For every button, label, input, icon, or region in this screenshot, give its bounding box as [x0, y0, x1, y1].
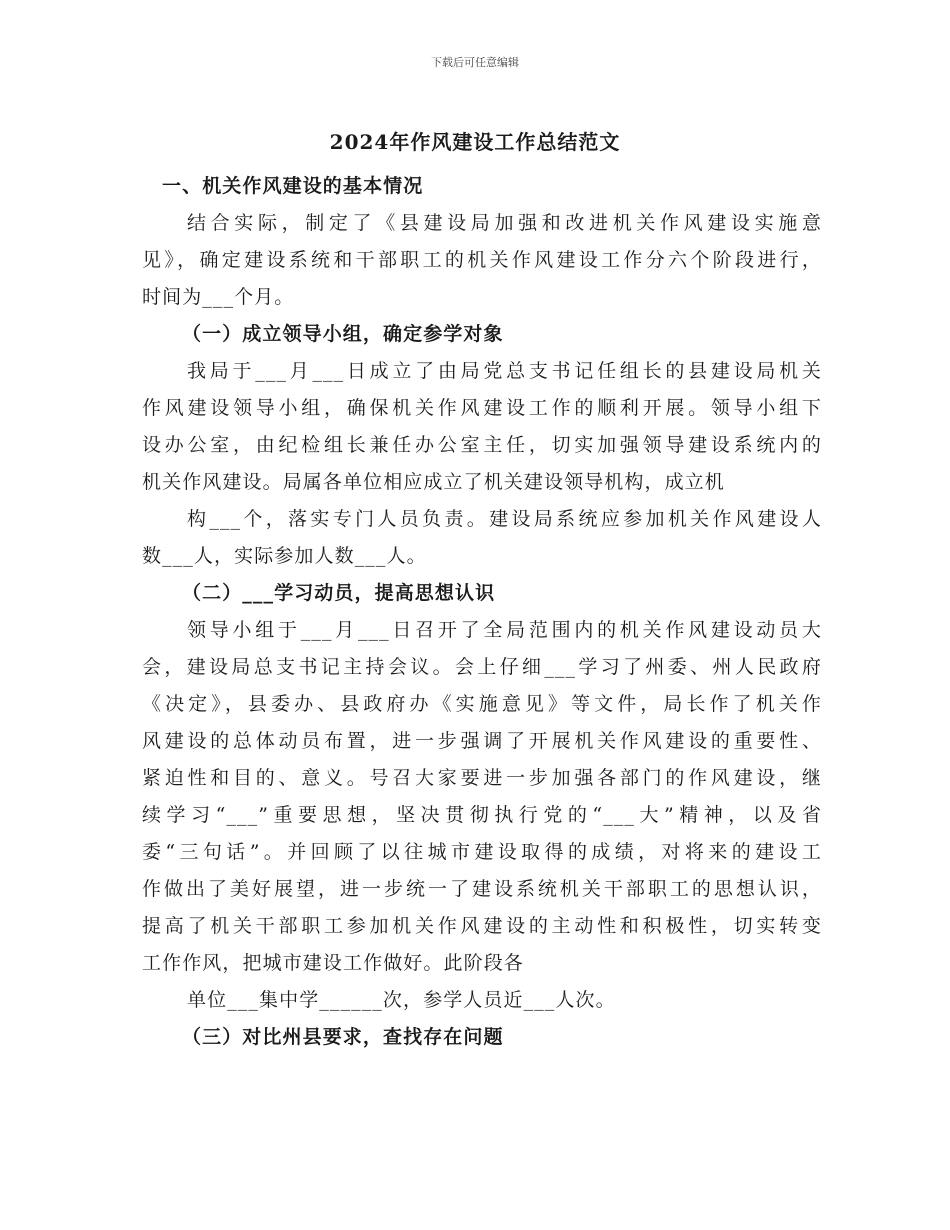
- body-line: 续学习“___”重要思想，坚决贯彻执行党的“___大”精神，以及省: [142, 804, 822, 826]
- body-line: 领导小组于___月___日召开了全局范围内的机关作风建设动员大: [187, 619, 822, 641]
- body-line: 设办公室，由纪检组长兼任办公室主任，切实加强领导建设系统内的: [142, 434, 822, 456]
- body-line: 时间为___个月。: [142, 286, 295, 308]
- body-line: 见》，确定建设系统和干部职工的机关作风建设工作分六个阶段进行，: [142, 249, 822, 271]
- subsection-heading: （一）成立领导小组，确定参学对象: [182, 323, 504, 345]
- body-line: 作做出了美好展望，进一步统一了建设系统机关干部职工的思想认识，: [142, 878, 822, 900]
- body-line: 紧迫性和目的、意义。号召大家要进一步加强各部门的作风建设，继: [142, 767, 822, 789]
- body-line: 结合实际，制定了《县建设局加强和改进机关作风建设实施意: [187, 212, 822, 234]
- document-title: 2024年作风建设工作总结范文: [329, 130, 621, 154]
- body-line: 提高了机关干部职工参加机关作风建设的主动性和积极性，切实转变: [142, 915, 822, 937]
- body-line: 作风建设领导小组，确保机关作风建设工作的顺利开展。领导小组下: [142, 397, 822, 419]
- header-note: 下载后可任意编辑: [431, 56, 519, 69]
- body-line: 会，建设局总支书记主持会议。会上仔细___学习了州委、州人民政府: [142, 656, 822, 678]
- document-body: [142, 168, 822, 1056]
- body-line: 工作作风，把城市建设工作做好。此阶段各: [142, 952, 524, 974]
- subsection-heading: （二）___学习动员，提高思想认识: [182, 582, 496, 604]
- body-line: 委“三句话”。并回顾了以往城市建设取得的成绩，对将来的建设工: [142, 841, 822, 863]
- subsection-heading: （三）对比州县要求，查找存在问题: [182, 1026, 504, 1048]
- body-line: 单位___集中学______次，参学人员近___人次。: [187, 989, 616, 1011]
- body-line: 我局于___月___日成立了由局党总支书记任组长的县建设局机关: [187, 360, 822, 382]
- body-line: 机关作风建设。局属各单位相应成立了机关建设领导机构，成立机: [142, 471, 725, 493]
- body-line: 构___个，落实专门人员负责。建设局系统应参加机关作风建设人: [187, 508, 822, 530]
- body-line: 风建设的总体动员布置，进一步强调了开展机关作风建设的重要性、: [142, 730, 822, 752]
- section-heading: 一、机关作风建设的基本情况: [162, 175, 424, 197]
- body-line: 《决定》，县委办、县政府办《实施意见》等文件，局长作了机关作: [142, 693, 822, 715]
- body-line: 数___人，实际参加人数___人。: [142, 545, 427, 567]
